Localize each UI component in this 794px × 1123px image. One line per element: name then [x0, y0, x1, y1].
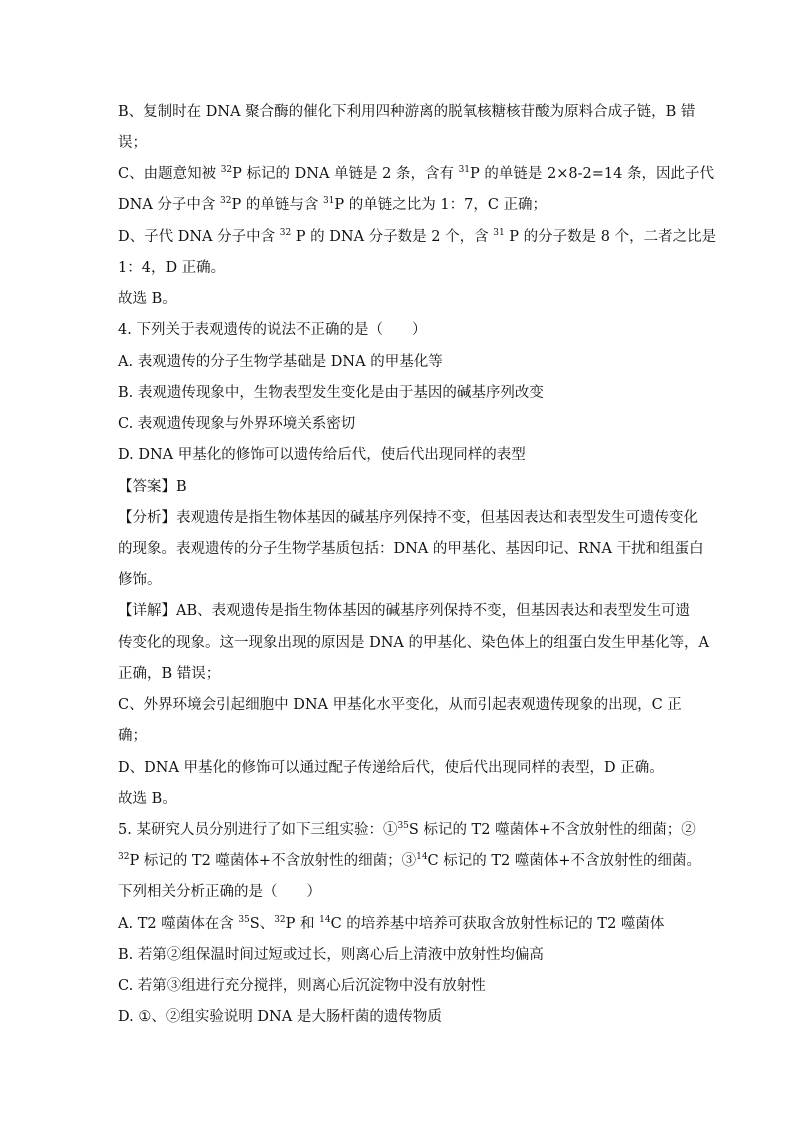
q4-option-c: C. 表观遗传现象与外界环境关系密切 [118, 416, 356, 432]
q3-option-b-explanation-line2: 误； [118, 135, 147, 151]
q4-option-d: D. DNA 甲基化的修饰可以遗传给后代，使后代出现同样的表型 [118, 447, 526, 463]
q4-detail-line3: 正确，B 错误； [118, 666, 221, 682]
q4-analysis-line2: 的现象。表观遗传的分子生物学基质包括：DNA 的甲基化、基因印记、RNA 干扰和组蛋白 [118, 541, 704, 557]
q4-detail-line6: D、DNA 甲基化的修饰可以通过配子传递给后代，使后代出现同样的表型，D 正确。 [118, 760, 664, 776]
q3-conclusion: 故选 B。 [118, 291, 177, 307]
q3-option-b-explanation-line1: B、复制时在 DNA 聚合酶的催化下利用四种游离的脱氧核糖核苷酸为原料合成子链，B 错 [118, 104, 696, 120]
q4-detail-line5: 确； [118, 728, 147, 744]
q5-option-d: D. ①、②组实验说明 DNA 是大肠杆菌的遗传物质 [118, 1009, 442, 1025]
q4-stem: 4. 下列关于表观遗传的说法不正确的是（ ） [118, 322, 427, 338]
q4-conclusion: 故选 B。 [118, 791, 177, 807]
q4-option-a: A. 表观遗传的分子生物学基础是 DNA 的甲基化等 [118, 354, 443, 370]
q5-stem-line2: $^{32}$P 标记的 T2 噬菌体+不含放射性的细菌；③$^{14}$C 标记的 T2 噬菌体+不含放射性的细菌。 [118, 852, 702, 869]
q3-option-c-explanation-line2: DNA 分子中含 $^{32}$P 的单链与含 $^{31}$P 的单链之比为 1：7，C 正确； [118, 196, 548, 213]
q5-option-c: C. 若第③组进行充分搅拌，则离心后沉淀物中没有放射性 [118, 978, 486, 994]
q4-analysis-line3: 修饰。 [118, 572, 162, 588]
q4-detail-line2: 传变化的现象。这一现象出现的原因是 DNA 的甲基化、染色体上的组蛋白发生甲基化等，A [118, 635, 709, 651]
q3-option-d-explanation-line1: D、子代 DNA 分子中含 $^{32}$ P 的 DNA 分子数是 2 个，含 $^{31}$ P 的分子数是 8 个，二者之比是 [118, 228, 717, 245]
q4-detail-line1: 【详解】AB、表观遗传是指生物体基因的碱基序列保持不变，但基因表达和表型发生可遗 [118, 603, 691, 619]
q5-stem-line3: 下列相关分析正确的是（ ） [118, 884, 321, 900]
q3-option-d-explanation-line2: 1：4，D 正确。 [118, 260, 226, 276]
q4-detail-line4: C、外界环境会引起细胞中 DNA 甲基化水平变化，从而引起表观遗传现象的出现，C 正 [118, 697, 682, 713]
q3-option-c-explanation-line1: C、由题意知被 $^{32}$P 标记的 DNA 单链是 2 条，含有 $^{31}$P 的单链是 2×8-2=14 条，因此子代 [118, 165, 714, 182]
q4-answer: 【答案】B [118, 479, 187, 495]
q4-option-b: B. 表观遗传现象中，生物表型发生变化是由于基因的碱基序列改变 [118, 385, 544, 401]
q5-stem-line1: 5. 某研究人员分别进行了如下三组实验：①$^{35}$S 标记的 T2 噬菌体+不含放射性的细菌；② [118, 821, 696, 838]
q4-analysis-line1: 【分析】表观遗传是指生物体基因的碱基序列保持不变，但基因表达和表型发生可遗传变化 [118, 510, 698, 526]
q5-option-a: A. T2 噬菌体在含 $^{35}$S、$^{32}$P 和 $^{14}$C 的培养基中培养可获取含放射性标记的 T2 噬菌体 [118, 915, 665, 932]
q5-option-b: B. 若第②组保温时间过短或过长，则离心后上清液中放射性均偏高 [118, 947, 544, 963]
